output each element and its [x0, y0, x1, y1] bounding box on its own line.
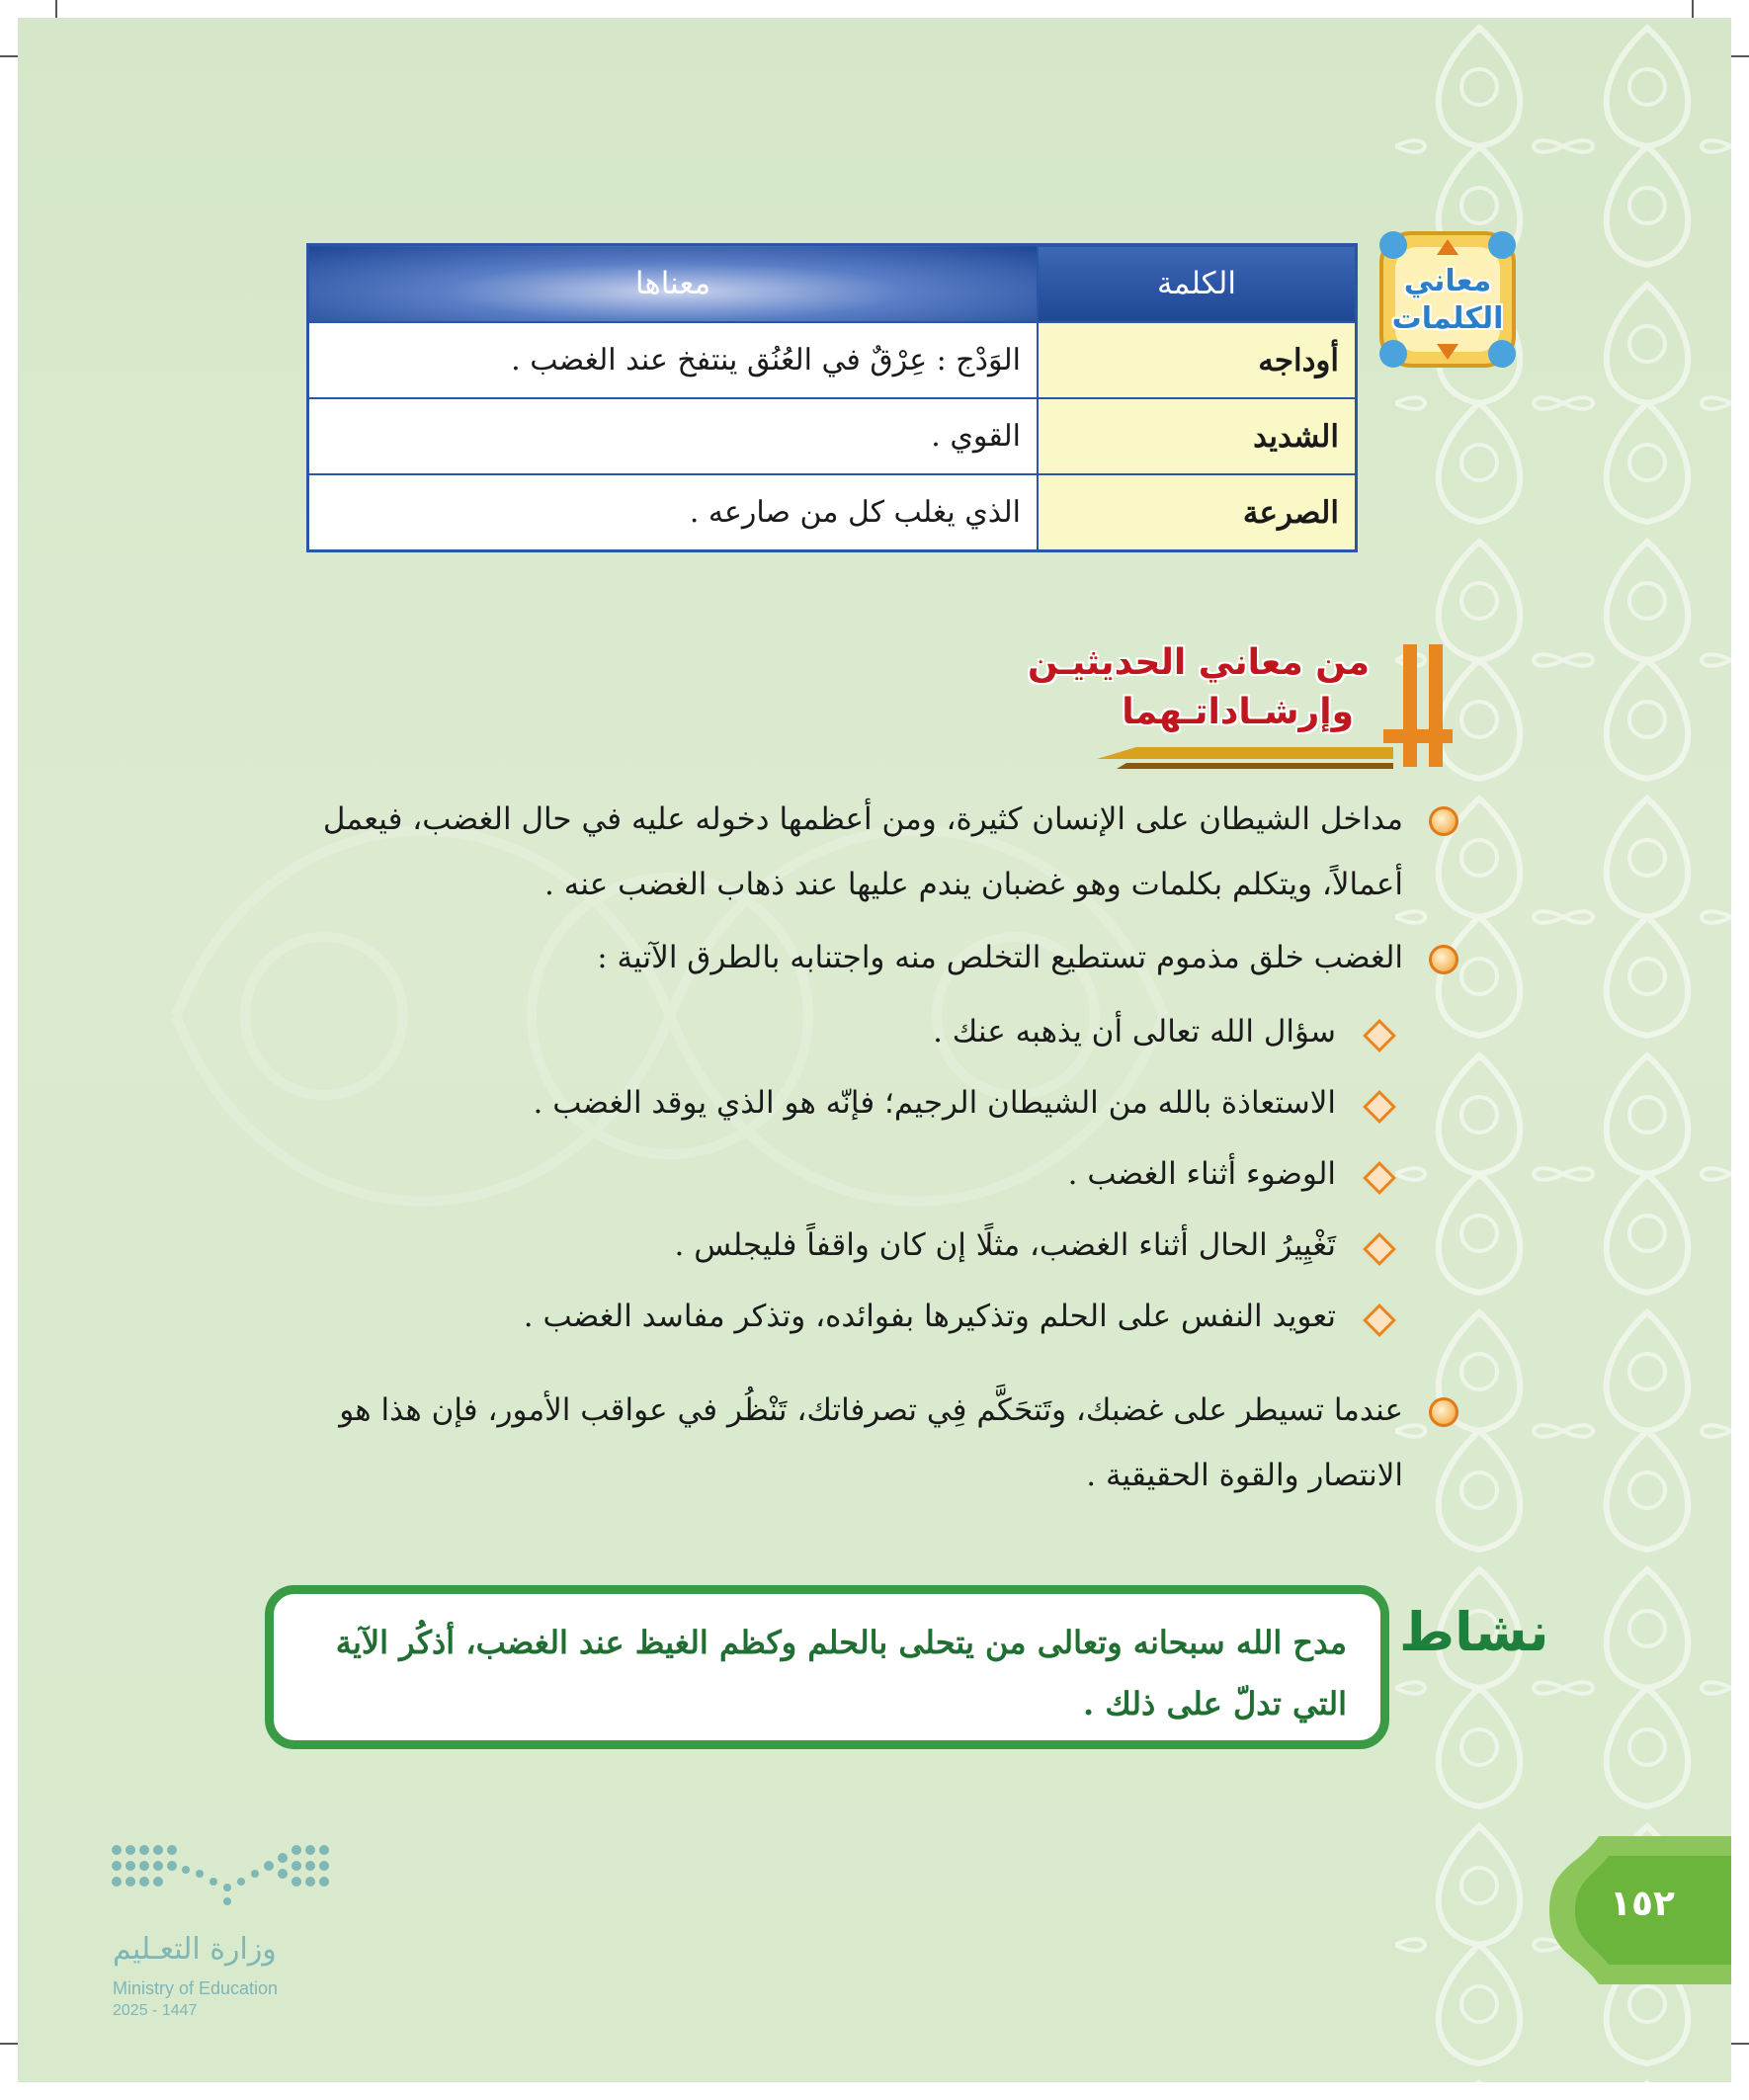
- crop-mark: [1692, 0, 1694, 18]
- way-text: الاستعاذة بالله من الشيطان الرجيم؛ فإنّه هو الذي يوقد الغضب .: [533, 1085, 1336, 1121]
- header-meaning: معناها: [308, 245, 1039, 323]
- way-text: تعويد النفس على الحلم وتذكيرها بفوائده، وتذكر مفاسد الغضب .: [523, 1299, 1336, 1334]
- diamond-bullet-icon: [1363, 1232, 1396, 1266]
- way-text: تَغْيِيرُ الحال أثناء الغضب، مثلًا إن كان واقفاً فليجلس .: [674, 1227, 1336, 1263]
- guidance-list: [255, 787, 1462, 1508]
- activity-text: مدح الله سبحانه وتعالى من يتحلى بالحلم وكظم الغيظ عند الغضب، أذكُر الآية التي تدلّ على ذلك .: [335, 1624, 1347, 1722]
- activity-label: نشاط: [1399, 1601, 1549, 1663]
- diamond-bullet-icon: [1363, 1303, 1396, 1337]
- word-cell: الصرعة: [1038, 474, 1357, 551]
- point-text: مداخل الشيطان على الإنسان كثيرة، ومن أعظمها دخوله عليه في حال الغضب، فيعمل أعمالاً، ويتكلم بكلمات وهو غضبان يندم عليها عند ذهاب الغضب عنه .: [322, 801, 1403, 902]
- way-text: سؤال الله تعالى أن يذهبه عنك .: [933, 1014, 1336, 1050]
- meaning-cell: الوَدْج : عِرْقٌ في العُنُق ينتفخ عند الغضب .: [308, 322, 1039, 398]
- diamond-bullet-icon: [1363, 1090, 1396, 1124]
- meaning-cell: الذي يغلب كل من صارعه .: [308, 474, 1039, 551]
- list-item: [255, 1210, 1462, 1281]
- bullet-icon: [1429, 1397, 1458, 1427]
- word-cell: أوداجه: [1038, 322, 1357, 398]
- ministry-dots-icon: [95, 1838, 342, 1927]
- bullet-icon: [1429, 806, 1458, 836]
- list-item: [255, 1378, 1462, 1508]
- bullet-icon: [1429, 945, 1458, 974]
- list-item: [255, 1281, 1462, 1352]
- ministry-logo: [95, 1838, 342, 2036]
- table-row: [308, 474, 1357, 551]
- heading-line2: وإرشـاداتـهما: [1122, 692, 1354, 732]
- table-header-row: [308, 245, 1357, 323]
- table-row: [308, 398, 1357, 474]
- list-item: [255, 1067, 1462, 1138]
- crop-mark: [55, 0, 57, 18]
- point-text: عندما تسيطر على غضبك، وتَتحَكَّم فِي تصرفاتك، تَنْظُر في عواقب الأمور، فإن هذا هو الانتصار والقوة الحقيقية .: [339, 1392, 1403, 1493]
- word-meanings-table: [306, 243, 1358, 552]
- diamond-bullet-icon: [1363, 1161, 1396, 1195]
- section-heading: [1027, 638, 1464, 777]
- diamond-bullet-icon: [1363, 1019, 1396, 1052]
- ministry-year: 2025 - 1447: [113, 2002, 198, 2019]
- badge-line2: الكلمات: [1391, 301, 1504, 336]
- meaning-cell: القوي .: [308, 398, 1039, 474]
- word-cell: الشديد: [1038, 398, 1357, 474]
- ways-list: [255, 996, 1462, 1352]
- list-item: [255, 925, 1462, 990]
- list-item: [255, 996, 1462, 1067]
- word-meanings-badge: [1374, 225, 1522, 374]
- badge-line1: معاني: [1403, 264, 1492, 298]
- heading-line1: من معاني الحديثيـن: [1027, 642, 1370, 683]
- ministry-name-ar: وزارة التعـليم: [113, 1932, 277, 1967]
- table-row: [308, 322, 1357, 398]
- page-number: ١٥٢: [1610, 1884, 1675, 1924]
- list-item: [255, 1138, 1462, 1210]
- textbook-page: [18, 18, 1731, 2082]
- ministry-name-en: Ministry of Education: [113, 1978, 279, 1998]
- header-word: الكلمة: [1038, 245, 1357, 323]
- activity-box: [265, 1585, 1389, 1749]
- list-item: [255, 787, 1462, 917]
- way-text: الوضوء أثناء الغضب .: [1067, 1156, 1336, 1192]
- point-text: الغضب خلق مذموم تستطيع التخلص منه واجتنابه بالطرق الآتية :: [597, 940, 1403, 975]
